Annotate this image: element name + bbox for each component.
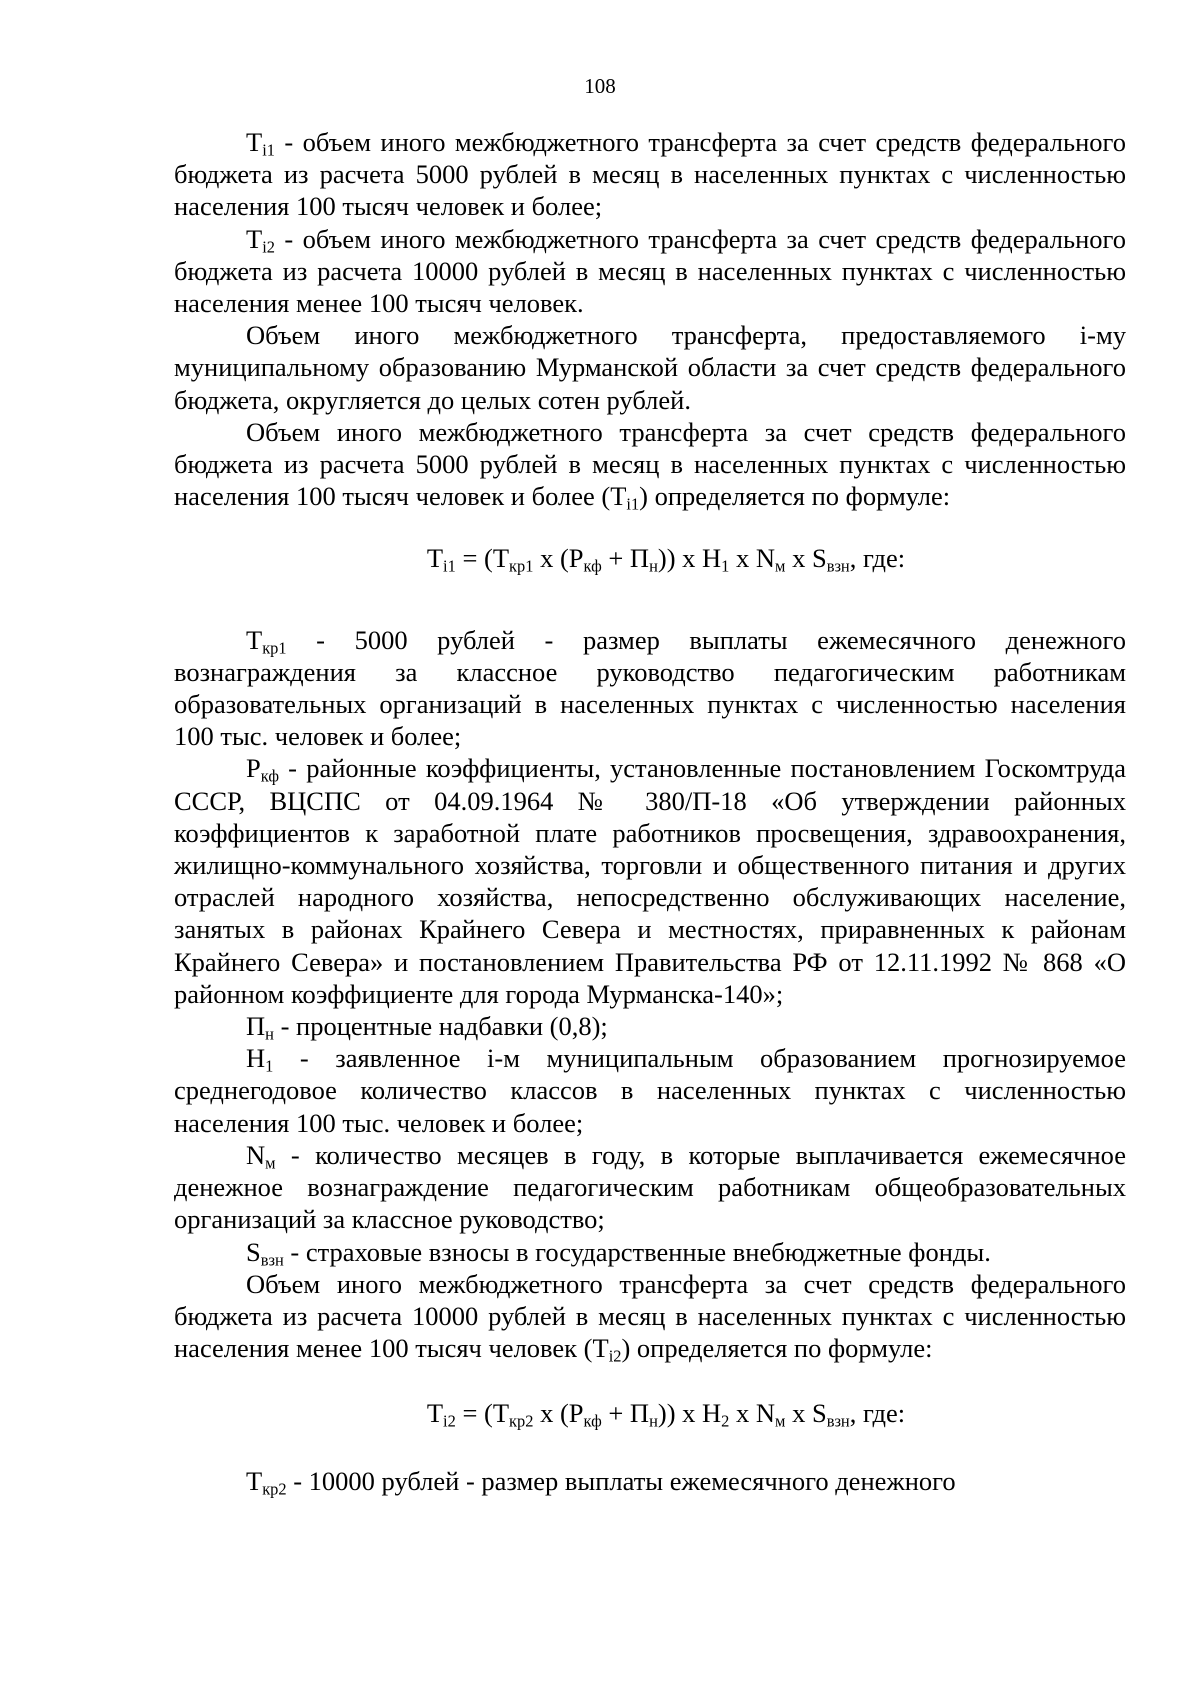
paragraph-rounding-rule: Объем иного межбюджетного трансферта, предоставляемого i-му муниципальному образованию Мурманской области за счет средств федерального бюджета, округляется до целых сотен рублей.	[174, 320, 1126, 415]
definition-tkr1: $T_{кр1} - 5000$ рублей - размер выплаты ежемесячного денежного вознаграждения за классное руководство педагогическим работникам образовательных организаций в населенных пунктах с численностью населения 100 тыс. человек и более;	[174, 624, 1126, 752]
paragraph-ti1-intro: Объем иного межбюджетного трансферта за счет средств федерального бюджета из расчета 5000 рублей в месяц в населенных пунктах с численностью населения 100 тысяч человек и более $(T_{i1})$ определяется по формуле:	[174, 416, 1126, 514]
definition-svzn: $S_{взн}$ - страховые взносы в государственные внебюджетные фонды.	[246, 1236, 991, 1270]
document-body	[174, 126, 1126, 1497]
paragraph-ti2-intro: Объем иного межбюджетного трансферта за счет средств федерального бюджета из расчета 10000 рублей в месяц в населенных пунктах с численностью населения менее 100 тысяч человек $(T_{i2})$ определяется по формуле:	[174, 1268, 1126, 1366]
definition-pn: $П_н$ - процентные надбавки (0,8);	[246, 1011, 608, 1044]
formula-ti1: $T_{i1} = (T_{кр1}$ x $(P_{кф} + П_н)$) x $H_1$ x $N_м$ x $S_{взн}$, где:	[426, 543, 906, 577]
formula-ti2: $T_{i2} = (T_{кр2}$ x $(P_{кф} + П_н)$) x $H_2$ x $N_м$ x $S_{взн}$, где:	[426, 1398, 906, 1431]
paragraph-ti1-definition: $T_{i1}$ - объем иного межбюджетного трансферта за счет средств федерального бюджета из расчета 5000 рублей в месяц в населенных пунктах с численностью населения 100 тысяч человек и более;	[174, 127, 1126, 222]
page-number: 108	[584, 74, 616, 98]
definition-tkr2: $T_{кр2} - 10000$ рублей - размер выплаты ежемесячного денежного	[246, 1465, 956, 1499]
paragraph-ti2-definition: $T_{i2}$ - объем иного межбюджетного трансферта за счет средств федерального бюджета из расчета 10000 рублей в месяц в населенных пунктах с численностью населения менее 100 тысяч человек.	[174, 223, 1126, 319]
definition-pkf: $P_{кф}$ - районные коэффициенты, установленные постановлением Госкомтруда СССР, ВЦСПС от 04.09.1964 № 380/П-18 «Об утверждении районных коэффициентов к заработной плате работников просвещения, здравоохранения, жилищно-коммунального хозяйства, торговли и общественного питания и других отраслей народного хозяйства, непосредственно обслуживающих население, занятых в районах Крайнего Севера и местностях, приравненных к районам Крайнего Севера» и постановлением Правительства РФ от 12.11.1992 № 868 «О районном коэффициенте для города Мурманска-140»;	[174, 753, 1126, 1009]
definition-nm: $N_м$ - количество месяцев в году, в которые выплачивается ежемесячное денежное вознаграждение педагогическим работникам общеобразовательных организаций за классное руководство;	[174, 1139, 1126, 1235]
definition-h1: $H_1$ - заявленное i-м муниципальным образованием прогнозируемое среднегодовое количество классов в населенных пунктах с численностью населения 100 тыс. человек и более;	[174, 1043, 1126, 1138]
